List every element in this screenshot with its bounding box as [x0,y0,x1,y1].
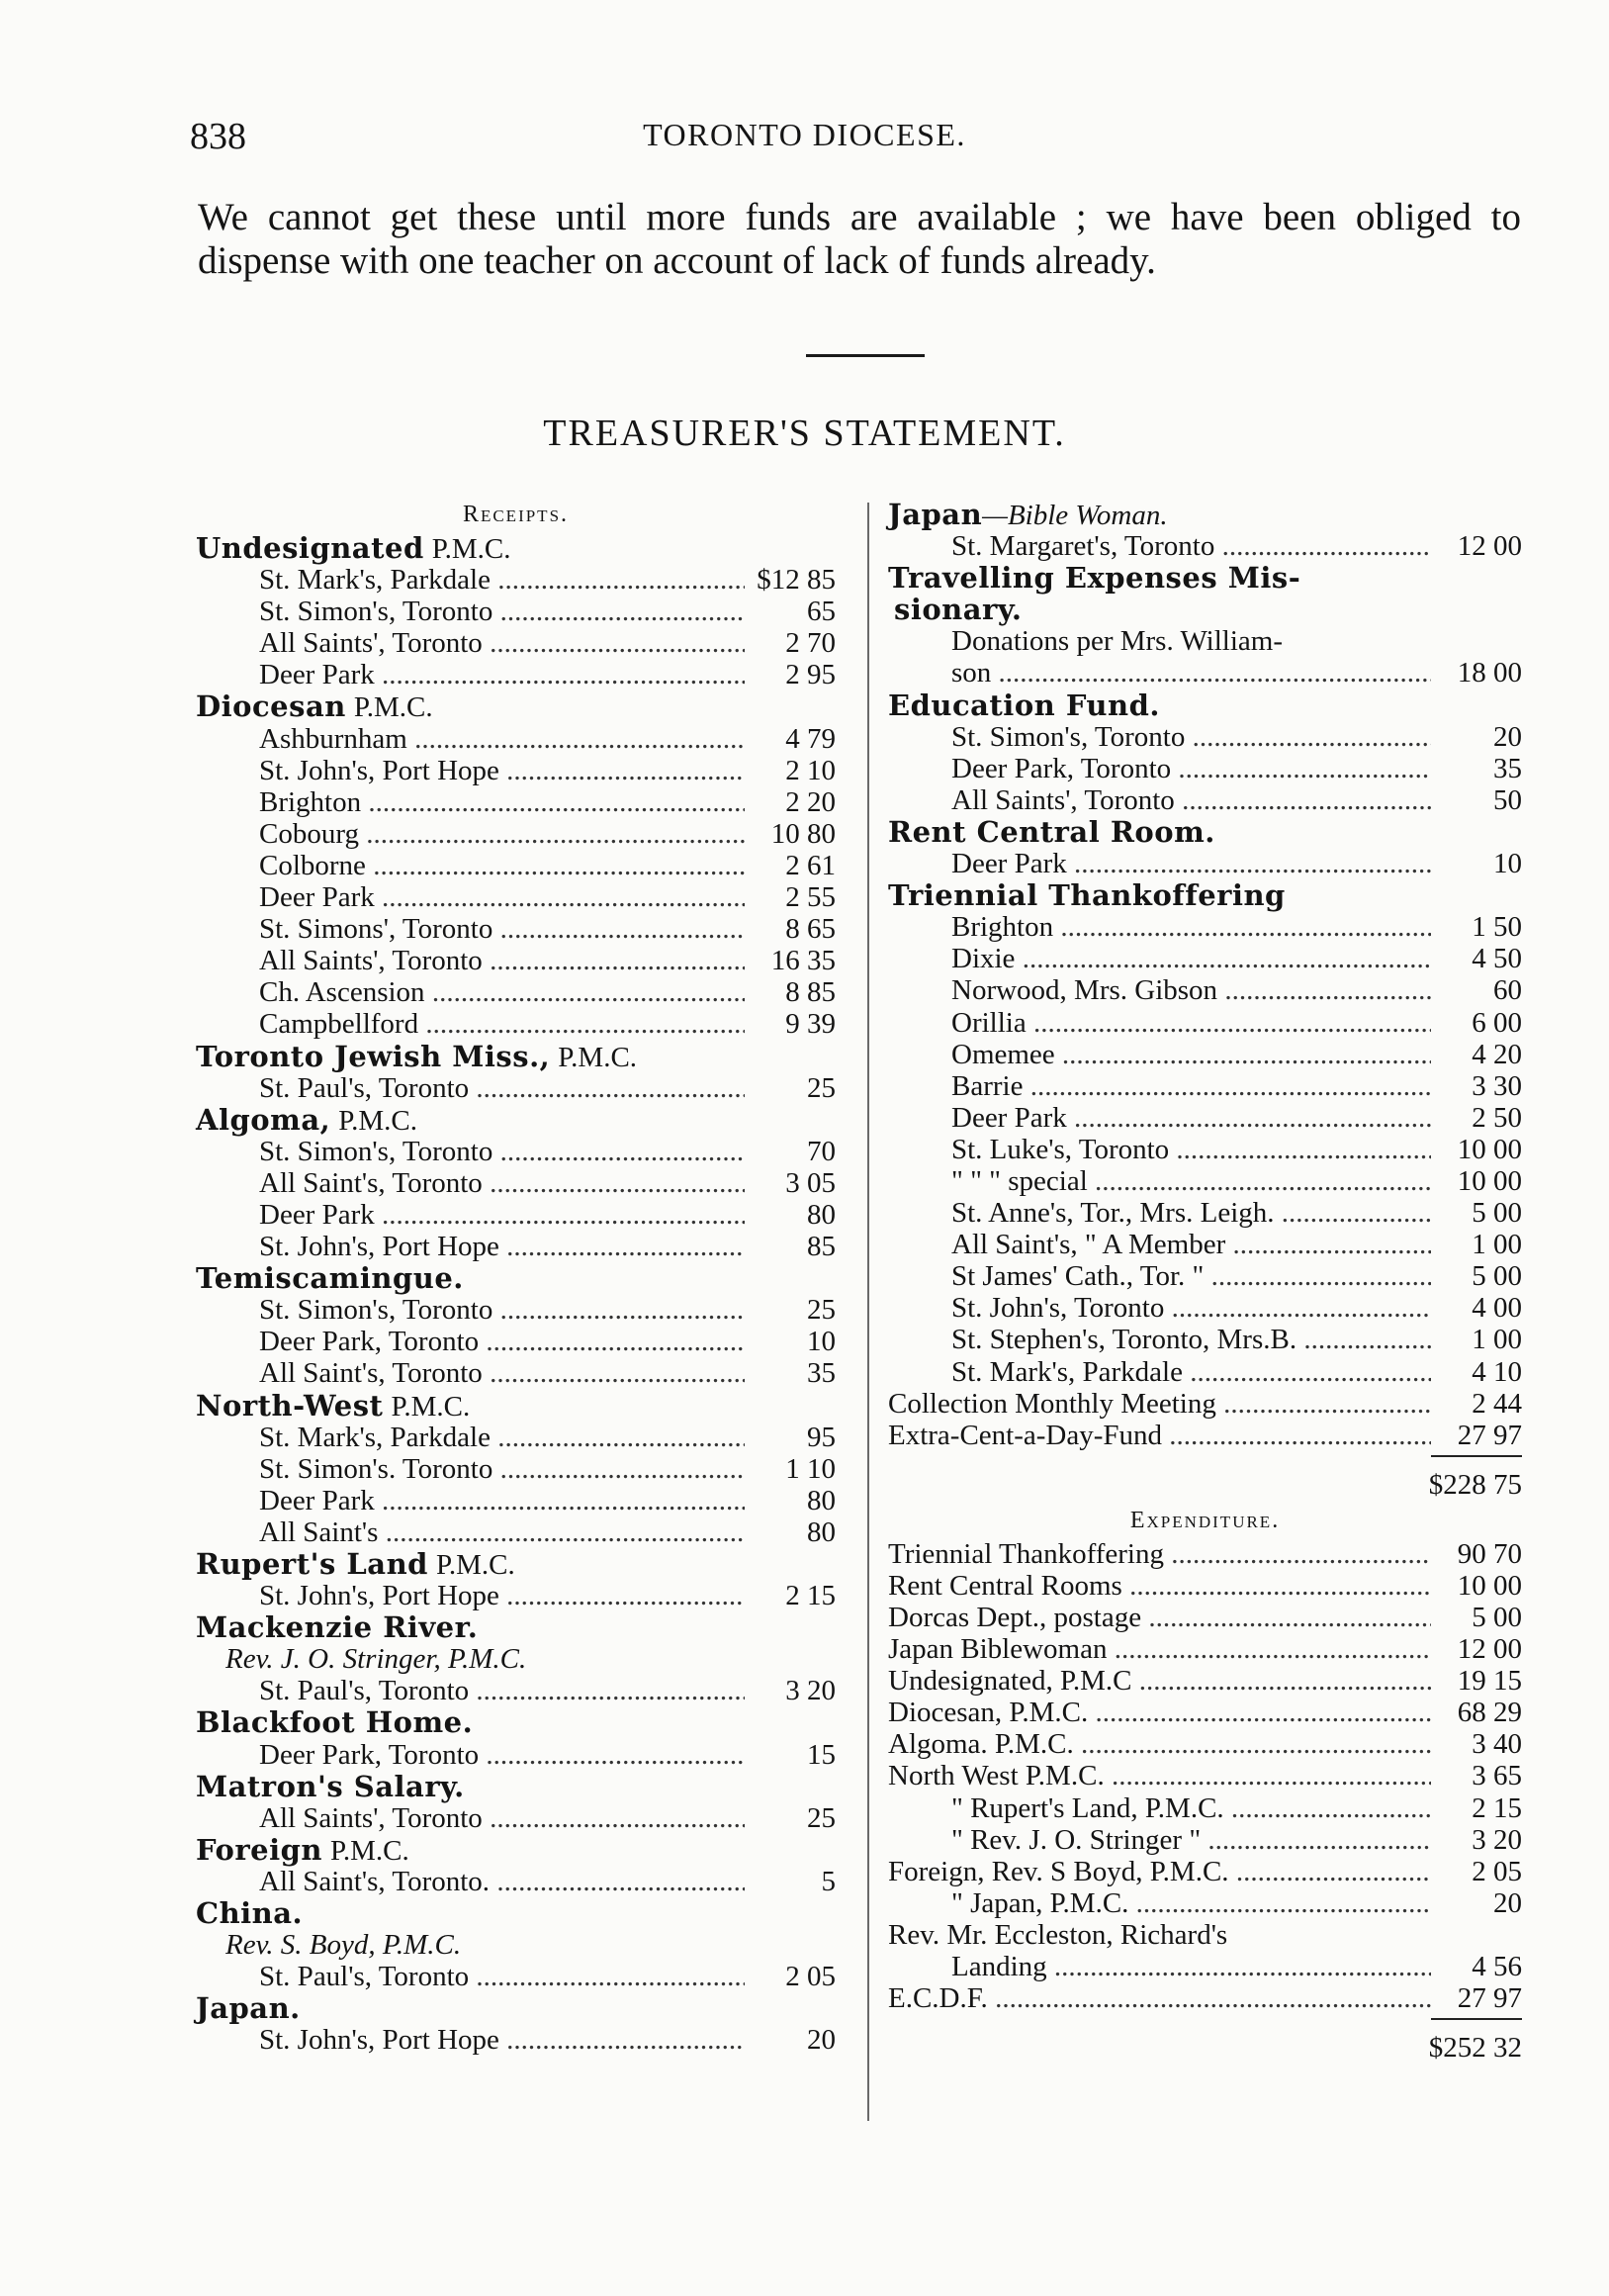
fund-suffix: —Bible Woman. [982,500,1168,531]
ledger-row [888,1197,1522,1229]
fund-name: Japan [888,498,983,531]
ledger-row [888,657,1522,689]
ledger-row [196,786,836,818]
ledger-label: Deer Park ..... [259,659,745,690]
ledger-amount: 12 00 [1433,1633,1522,1665]
ledger-amount: 9 39 [747,1008,836,1040]
fund-heading [888,879,1522,911]
fund-heading [196,1897,836,1929]
ledger-amount: 25 [747,1802,836,1834]
ledger-amount: 4 10 [1433,1356,1522,1388]
ledger-row [196,1422,836,1453]
ledger-label: St. Simon's, Toronto ..... [259,596,745,627]
ledger-amount: 16 35 [747,945,836,976]
ledger-label: St. John's, Port Hope ..... [259,755,745,786]
receipts-total: $228 75 [1344,1461,1522,1509]
ledger-label: All Saint's, Toronto ..... [259,1357,745,1389]
ledger-row [888,784,1522,816]
receipts-label: Receipts. [462,502,570,527]
fund-heading [888,594,1522,625]
ledger-row [196,1739,836,1771]
ledger-row [888,1070,1522,1102]
ledger-amount: 2 44 [1433,1388,1522,1420]
ledger-row [888,1824,1522,1856]
ledger-row [888,1665,1522,1697]
ledger-amount: 3 40 [1433,1728,1522,1760]
ledger-label: Rev. Mr. Eccleston, Richard's [888,1918,1228,1951]
total-rule [888,2014,1522,2024]
ledger-label: All Saint's, Toronto. ..... [259,1866,745,1897]
ledger-amount: 2 05 [747,1961,836,1992]
ledger-amount: 3 05 [747,1167,836,1199]
ledger-amount: 35 [747,1357,836,1389]
ledger-label: St. Mark's, Parkdale ..... [259,564,745,596]
ledger-amount: 2 15 [747,1580,836,1611]
fund-name: Undesignated [196,531,424,565]
fund-suffix: P.M.C. [353,691,433,724]
ledger-row [888,1538,1522,1570]
ledger-amount: 15 [747,1739,836,1771]
ledger-label: All Saints', Toronto ..... [951,784,1431,816]
ledger-amount: 90 70 [1433,1538,1522,1570]
ledger-amount: 95 [747,1422,836,1453]
fund-heading [196,690,836,722]
ledger-row [888,1633,1522,1665]
ledger-label: St. Simon's, Toronto ..... [259,1294,745,1326]
ledger-label: Diocesan, P.M.C. ..... [888,1697,1431,1728]
ledger-row [196,850,836,881]
ledger-label: St. John's, Toronto ..... [951,1292,1431,1324]
ledger-row [888,1134,1522,1165]
ledger-amount: 3 20 [747,1675,836,1706]
fund-heading [196,1548,836,1580]
ledger-row [196,881,836,913]
fund-heading [196,1771,836,1802]
ledger-row [888,911,1522,943]
ledger-row [888,1792,1522,1824]
ledger-amount: 68 29 [1433,1697,1522,1728]
total-rule [888,1451,1522,1461]
fund-name: Matron's Salary. [196,1769,465,1803]
fund-name: Japan. [196,1991,301,2026]
subnote-text: Rev. S. Boyd, P.M.C. [225,1929,462,1962]
ledger-label: St. John's, Port Hope ..... [259,1580,745,1611]
receipts-total-row [888,1461,1522,1505]
ledger-amount: 85 [747,1231,836,1262]
ledger-label: St. Simon's, Toronto ..... [259,1136,745,1167]
ledger-row [888,1102,1522,1134]
ledger-label: Barrie ..... [951,1070,1431,1102]
ledger-row [888,848,1522,879]
ledger-label: Collection Monthly Meeting ..... [888,1388,1431,1420]
ledger-row [196,1231,836,1262]
ledger-amount: 27 97 [1433,1982,1522,2014]
ledger-row [888,1887,1522,1919]
ledger-label: Deer Park ..... [951,1102,1431,1134]
ledger-label: St. Margaret's, Toronto ..... [951,530,1431,562]
ledger-label: " Rupert's Land, P.M.C. ..... [951,1792,1431,1824]
ledger-label: Undesignated, P.M.C ..... [888,1665,1431,1697]
ledger-amount: 6 00 [1433,1007,1522,1039]
fund-name: Diocesan [196,689,346,724]
ledger-amount: 4 00 [1433,1292,1522,1324]
ledger-label: Norwood, Mrs. Gibson ..... [951,974,1431,1006]
fund-heading [196,532,836,564]
fund-suffix: P.M.C. [329,1834,409,1867]
fund-name: Foreign [196,1832,322,1867]
ledger-row [196,1516,836,1548]
ledger-label: St. Simon's. Toronto ..... [259,1453,745,1485]
fund-suffix: P.M.C. [558,1041,638,1073]
ledger-amount: 1 10 [747,1453,836,1485]
ledger-label: Deer Park, Toronto ..... [259,1739,745,1771]
ledger-row [196,1580,836,1611]
ledger-amount: 8 85 [747,976,836,1008]
ledger-amount: 10 00 [1433,1134,1522,1165]
ledger-row [888,1570,1522,1602]
ledger-label: Deer Park ..... [259,1485,745,1516]
fund-heading [196,1706,836,1738]
ledger-label: Landing ..... [951,1951,1431,1982]
running-title: TORONTO DIOCESE. [643,117,966,152]
fund-heading [196,1611,836,1643]
ledger-label: Colborne ..... [259,850,745,881]
ledger-amount: 1 00 [1433,1324,1522,1355]
expenditure-label: Expenditure. [1129,1507,1281,1533]
ledger-label: Deer Park ..... [259,1199,745,1231]
ledger-row [196,1802,836,1834]
fund-heading [888,499,1522,530]
fund-suffix: P.M.C. [435,1549,515,1581]
ledger-label: Dixie ..... [951,943,1431,974]
page-number: 838 [190,116,246,157]
ledger-row [196,755,836,786]
ledger-label: St. Paul's, Toronto ..... [259,1072,745,1104]
ledger-row [196,659,836,690]
ledger-amount: $12 85 [747,564,836,596]
ledger-row [888,1728,1522,1760]
ledger-label: " Rev. J. O. Stringer " ..... [951,1824,1431,1856]
receipts-column [196,499,836,2057]
intro-paragraph: We cannot get these until more funds are available ; we have been obliged to dispense with one teacher on account of lack of funds already. [198,196,1521,282]
ledger-amount: 65 [747,596,836,627]
fund-name: Toronto Jewish Miss., [196,1039,551,1073]
ledger-amount: 19 15 [1433,1665,1522,1697]
ledger-amount: 25 [747,1072,836,1104]
ledger-label: St. Mark's, Parkdale ..... [951,1356,1431,1388]
ledger-label: Orillia ..... [951,1007,1431,1039]
ledger-label: Campbellford ..... [259,1008,745,1040]
ledger-amount: 25 [747,1294,836,1326]
fund-heading [196,1262,836,1294]
ledger-amount: 2 95 [747,659,836,690]
ledger-row [888,1324,1522,1355]
ledger-amount: 8 65 [747,913,836,945]
ledger-label: All Saint's ..... [259,1516,745,1548]
ledger-row [196,1675,836,1706]
ledger-label: Omemee ..... [951,1039,1431,1070]
receipts-continued-list [888,499,1522,1451]
ledger-amount: 80 [747,1516,836,1548]
ledger-row [888,1260,1522,1292]
fund-heading [196,1390,836,1422]
fund-name: Travelling Expenses Mis- [888,561,1301,596]
ledger-label: Deer Park, Toronto ..... [259,1326,745,1357]
fund-heading [888,562,1522,594]
ledger-row [888,1292,1522,1324]
ledger-label: St James' Cath., Tor. " ..... [951,1260,1431,1292]
receipts-list [196,532,836,2057]
ledger-amount: 5 00 [1433,1197,1522,1229]
ledger-amount: 18 00 [1433,657,1522,689]
ledger-amount: 1 00 [1433,1229,1522,1260]
ledger-label: son ..... [951,657,1431,689]
ledger-amount: 2 55 [747,881,836,913]
ledger-row [196,1961,836,1992]
ledger-row [196,627,836,659]
ledger-amount: 2 10 [747,755,836,786]
ledger-amount: 80 [747,1485,836,1516]
ledger-amount: 4 56 [1433,1951,1522,1982]
ledger-row [196,723,836,755]
ledger-label: Dorcas Dept., postage ..... [888,1602,1431,1633]
ledger-label: St. Luke's, Toronto ..... [951,1134,1431,1165]
ledger-amount: 2 15 [1433,1792,1522,1824]
ledger-row [888,1229,1522,1260]
fund-name: Triennial Thankoffering [888,878,1286,913]
ledger-label: St. John's, Port Hope ..... [259,2024,745,2056]
ledger-row [888,1856,1522,1887]
ledger-row [888,1951,1522,1982]
ledger-amount: 3 20 [1433,1824,1522,1856]
ledger-label: St. Stephen's, Toronto, Mrs.B. ..... [951,1324,1431,1355]
fund-suffix: P.M.C. [338,1104,418,1137]
ledger-label: Deer Park ..... [951,848,1431,879]
ledger-row [888,1007,1522,1039]
section-divider [806,354,925,357]
ledger-row [196,1485,836,1516]
ledger-label: Extra-Cent-a-Day-Fund ..... [888,1420,1431,1451]
ledger-label: All Saint's, Toronto ..... [259,1167,745,1199]
ledger-amount: 5 00 [1433,1260,1522,1292]
fund-heading [888,689,1522,721]
ledger-amount: 50 [1433,784,1522,816]
ledger-row [888,1356,1522,1388]
ledger-row [888,1420,1522,1451]
ledger-row [888,721,1522,753]
ledger-amount: 20 [1433,1887,1522,1919]
fund-name: Rupert's Land [196,1547,428,1581]
ledger-amount: 5 [747,1866,836,1897]
ledger-row [196,945,836,976]
ledger-row [888,1760,1522,1791]
subnote-text: Rev. J. O. Stringer, P.M.C. [225,1643,527,1676]
ledger-label: " Japan, P.M.C. ..... [951,1887,1431,1919]
fund-heading [196,1834,836,1866]
fund-name: North-West [196,1388,384,1423]
ledger-amount: 1 50 [1433,911,1522,943]
ledger-label: All Saints', Toronto ..... [259,1802,745,1834]
ledger-row [888,1697,1522,1728]
ledger-row [196,976,836,1008]
fund-heading [888,816,1522,848]
ledger-amount: 2 20 [747,786,836,818]
ledger-label: Deer Park ..... [259,881,745,913]
expenditure-total: $252 32 [1344,2024,1522,2071]
fund-name: China. [196,1896,304,1931]
receipts-continued-column [888,499,1522,2067]
ledger-amount: 10 00 [1433,1570,1522,1602]
fund-name: Blackfoot Home. [196,1705,474,1740]
ledger-amount: 3 65 [1433,1760,1522,1791]
ledger-amount: 10 80 [747,818,836,850]
ledger-row [888,1919,1522,1951]
ledger-row [196,2024,836,2056]
fund-name: Education Fund. [888,688,1160,722]
ledger-amount: 2 50 [1433,1102,1522,1134]
ledger-amount: 10 [747,1326,836,1357]
ledger-amount: 12 00 [1433,530,1522,562]
ledger-row [196,1136,836,1167]
fund-subnote [196,1929,836,1961]
ledger-row [196,1072,836,1104]
ledger-row [888,1602,1522,1633]
ledger-label: Rent Central Rooms ..... [888,1570,1431,1602]
ledger-label: Ashburnham ..... [259,723,745,755]
ledger-label: " " " special ..... [951,1165,1431,1197]
ledger-label: Deer Park, Toronto ..... [951,753,1431,784]
ledger-label: Donations per Mrs. William- [951,625,1283,658]
ledger-row [888,1388,1522,1420]
fund-subnote [196,1643,836,1675]
expenditure-total-row [888,2024,1522,2067]
ledger-label: Brighton ..... [951,911,1431,943]
ledger-amount: 60 [1433,974,1522,1006]
expenditure-list [888,1538,1522,2014]
fund-heading [196,1041,836,1072]
ledger-amount: 4 50 [1433,943,1522,974]
ledger-label: All Saints', Toronto ..... [259,627,745,659]
ledger-row [196,913,836,945]
ledger-label: St. John's, Port Hope ..... [259,1231,745,1262]
ledger-row [888,974,1522,1006]
fund-name: sionary. [894,593,1023,627]
ledger-label: Algoma. P.M.C. ..... [888,1728,1431,1760]
ledger-amount: 27 97 [1433,1420,1522,1451]
ledger-row [888,943,1522,974]
ledger-row [196,818,836,850]
fund-name: Algoma, [196,1102,331,1137]
ledger-amount: 2 61 [747,850,836,881]
ledger-label: St. Paul's, Toronto ..... [259,1675,745,1706]
ledger-label: North West P.M.C. ..... [888,1760,1431,1791]
ledger-row [196,1453,836,1485]
ledger-row [196,1357,836,1389]
ledger-amount: 35 [1433,753,1522,784]
fund-name: Mackenzie River. [196,1610,479,1645]
ledger-label: E.C.D.F. ..... [888,1982,1431,2014]
ledger-amount: 20 [1433,721,1522,753]
ledger-amount: 10 [1433,848,1522,879]
fund-suffix: P.M.C. [431,533,511,565]
ledger-amount: 4 79 [747,723,836,755]
ledger-row [196,1008,836,1040]
ledger-amount: 2 05 [1433,1856,1522,1887]
ledger-label: St. Simon's, Toronto ..... [951,721,1431,753]
ledger-row [888,1982,1522,2014]
ledger-row [888,1165,1522,1197]
ledger-row [196,1199,836,1231]
ledger-row [196,1167,836,1199]
ledger-row [888,530,1522,562]
ledger-row [196,1866,836,1897]
ledger-amount: 20 [747,2024,836,2056]
ledger-amount: 4 20 [1433,1039,1522,1070]
ledger-row [196,564,836,596]
ledger-row [888,625,1522,657]
ledger-label: St. Paul's, Toronto ..... [259,1961,745,1992]
fund-name: Rent Central Room. [888,814,1215,849]
ledger-label: Triennial Thankoffering ..... [888,1538,1431,1570]
statement-title: TREASURER'S STATEMENT. [543,413,1066,454]
ledger-amount: 3 30 [1433,1070,1522,1102]
ledger-row [196,1326,836,1357]
ledger-label: St. Anne's, Tor., Mrs. Leigh. ..... [951,1197,1431,1229]
ledger-label: Cobourg ..... [259,818,745,850]
ledger-label: St. Mark's, Parkdale ..... [259,1422,745,1453]
ledger-label: Ch. Ascension ..... [259,976,745,1008]
ledger-label: St. Simons', Toronto ..... [259,913,745,945]
ledger-label: Brighton ..... [259,786,745,818]
ledger-amount: 2 70 [747,627,836,659]
ledger-row [888,753,1522,784]
ledger-row [196,596,836,627]
ledger-amount: 5 00 [1433,1602,1522,1633]
ledger-label: All Saint's, " A Member ..... [951,1229,1431,1260]
fund-name: Temiscamingue. [196,1261,464,1296]
ledger-row [196,1294,836,1326]
ledger-amount: 10 00 [1433,1165,1522,1197]
fund-heading [196,1104,836,1136]
ledger-label: Japan Biblewoman ..... [888,1633,1431,1665]
ledger-label: Foreign, Rev. S Boyd, P.M.C. ..... [888,1856,1431,1887]
column-divider [867,503,869,2121]
ledger-amount: 80 [747,1199,836,1231]
ledger-label: All Saints', Toronto ..... [259,945,745,976]
ledger-amount: 70 [747,1136,836,1167]
fund-suffix: P.M.C. [391,1390,471,1423]
ledger-row [888,1039,1522,1070]
fund-heading [196,1992,836,2024]
